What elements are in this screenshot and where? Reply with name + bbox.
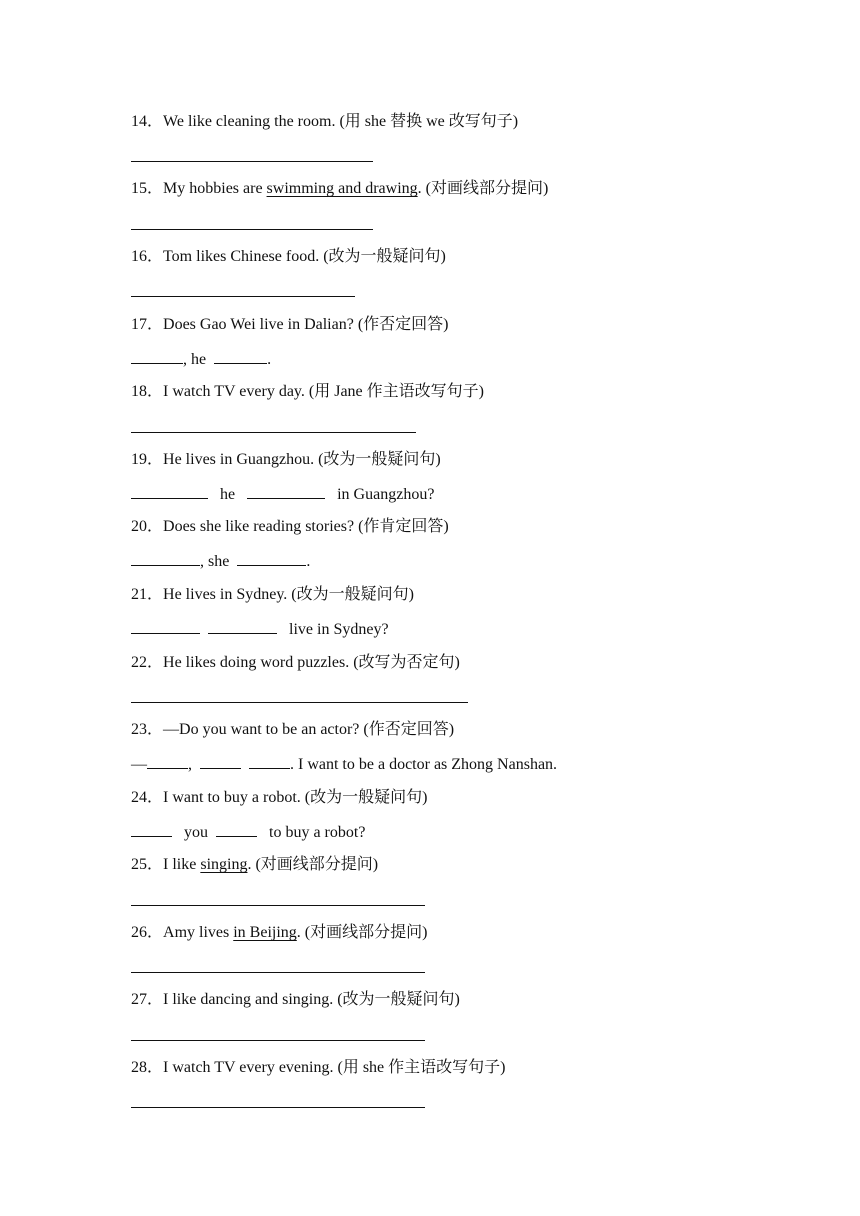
fill-row-23: [131, 754, 557, 775]
question-instruction: (用 she 作主语改写句子): [337, 1059, 506, 1076]
fill-text: .: [267, 351, 272, 368]
question-instruction: (改为一般疑问句): [291, 586, 414, 603]
fill-row-17: [131, 349, 271, 370]
question-number: 19．: [131, 451, 164, 468]
question-text: I watch TV every day.: [163, 383, 309, 400]
question-text: We like cleaning the room.: [163, 113, 340, 130]
question-number: 21．: [131, 586, 164, 603]
question-number: 16．: [131, 248, 164, 265]
question-text: He lives in Guangzhou.: [163, 451, 319, 468]
question-instruction: (作否定回答): [363, 721, 455, 738]
answer-line-25[interactable]: [131, 905, 425, 906]
question-number: 22．: [131, 654, 164, 671]
answer-line-18[interactable]: [131, 432, 416, 433]
question-text: He lives in Sydney.: [163, 586, 292, 603]
question-text: I like dancing and singing.: [163, 991, 338, 1008]
question-23: [131, 720, 454, 740]
question-21: [131, 585, 414, 605]
question-24: [131, 788, 427, 808]
question-text: Does Gao Wei live in Dalian?: [163, 316, 358, 333]
fill-row-21: [131, 619, 389, 640]
question-text: He likes doing word puzzles.: [163, 654, 354, 671]
blank-field[interactable]: [131, 349, 183, 364]
underlined-phrase: singing: [200, 856, 248, 873]
question-instruction: (改为一般疑问句): [337, 991, 460, 1008]
fill-text: , he: [183, 351, 211, 368]
fill-text: . I want to be a doctor as Zhong Nanshan.: [290, 756, 558, 773]
answer-line-16[interactable]: [131, 296, 355, 297]
question-20: [131, 517, 449, 537]
question-25: [131, 855, 378, 875]
fill-row-20: [131, 551, 310, 572]
fill-text: live in Sydney?: [285, 621, 389, 638]
question-number: 20．: [131, 518, 164, 535]
answer-line-14[interactable]: [131, 161, 373, 162]
blank-field[interactable]: [131, 551, 200, 566]
question-number: 17．: [131, 316, 164, 333]
fill-text: to buy a robot?: [265, 824, 366, 841]
question-15: [131, 179, 548, 199]
question-text: .: [247, 856, 256, 873]
question-number: 24．: [131, 789, 164, 806]
question-text: I want to buy a robot.: [163, 789, 305, 806]
question-text: I watch TV every evening.: [163, 1059, 338, 1076]
question-number: 27．: [131, 991, 164, 1008]
question-text: I like: [163, 856, 201, 873]
dash-mark: —: [131, 756, 147, 773]
question-14: [131, 112, 518, 132]
question-number: 26．: [131, 924, 164, 941]
question-19: [131, 450, 441, 470]
blank-field[interactable]: [247, 484, 325, 499]
underlined-phrase: swimming and drawing: [266, 180, 418, 197]
answer-line-27[interactable]: [131, 1040, 425, 1041]
answer-line-28[interactable]: [131, 1107, 425, 1108]
fill-row-24: [131, 822, 365, 843]
blank-field[interactable]: [131, 484, 208, 499]
fill-text: he: [216, 486, 240, 503]
question-number: 28．: [131, 1059, 164, 1076]
question-27: [131, 990, 460, 1010]
question-text: Amy lives: [163, 924, 234, 941]
answer-line-22[interactable]: [131, 702, 468, 703]
question-17: [131, 315, 449, 335]
question-26: [131, 923, 427, 943]
question-number: 25．: [131, 856, 164, 873]
question-instruction: (作否定回答): [357, 316, 449, 333]
fill-text: ,: [188, 756, 192, 773]
question-instruction: (用 Jane 作主语改写句子): [308, 383, 484, 400]
question-instruction: (对画线部分提问): [304, 924, 428, 941]
fill-text: , she: [200, 553, 234, 570]
question-instruction: (改为一般疑问句): [304, 789, 428, 806]
blank-field[interactable]: [216, 822, 257, 837]
blank-field[interactable]: [147, 754, 188, 769]
fill-row-19: [131, 484, 434, 505]
blank-field[interactable]: [214, 349, 267, 364]
question-16: [131, 247, 446, 267]
question-text: —Do you want to be an actor?: [163, 721, 364, 738]
question-instruction: (改为一般疑问句): [318, 451, 441, 468]
blank-field[interactable]: [208, 619, 277, 634]
question-instruction: (改写为否定句): [353, 654, 460, 671]
question-text: Tom likes Chinese food.: [163, 248, 324, 265]
question-28: [131, 1058, 505, 1078]
question-text: .: [417, 180, 426, 197]
question-18: [131, 382, 484, 402]
blank-field[interactable]: [237, 551, 306, 566]
question-instruction: (对画线部分提问): [255, 856, 379, 873]
question-instruction: (用 she 替换 we 改写句子): [339, 113, 519, 130]
question-number: 23．: [131, 721, 164, 738]
question-number: 18．: [131, 383, 164, 400]
answer-line-26[interactable]: [131, 972, 425, 973]
question-text: .: [296, 924, 305, 941]
fill-text: .: [306, 553, 311, 570]
question-instruction: (对画线部分提问): [425, 180, 549, 197]
answer-line-15[interactable]: [131, 229, 373, 230]
underlined-phrase: in Beijing: [233, 924, 297, 941]
question-instruction: (改为一般疑问句): [323, 248, 446, 265]
blank-field[interactable]: [131, 619, 200, 634]
fill-text: you: [180, 824, 212, 841]
question-22: [131, 653, 460, 673]
blank-field[interactable]: [131, 822, 172, 837]
question-text: My hobbies are: [163, 180, 267, 197]
question-number: 14．: [131, 113, 164, 130]
blank-field[interactable]: [200, 754, 241, 769]
question-text: Does she like reading stories?: [163, 518, 359, 535]
question-number: 15．: [131, 180, 164, 197]
blank-field[interactable]: [249, 754, 290, 769]
question-instruction: (作肯定回答): [358, 518, 449, 535]
fill-text: in Guangzhou?: [333, 486, 435, 503]
